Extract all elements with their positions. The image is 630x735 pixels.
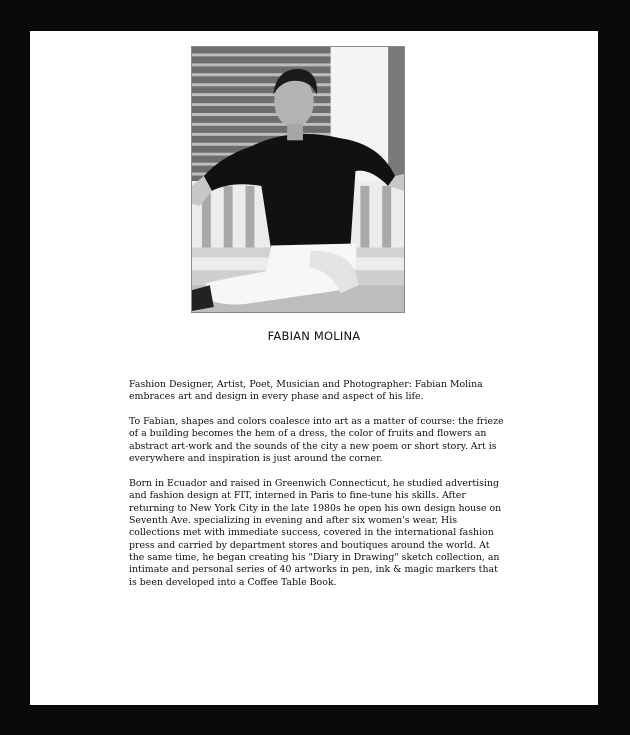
portrait-image [192, 47, 404, 312]
bio-paragraph: Fashion Designer, Artist, Poet, Musician and Photographer: Fabian Molina embraces art and design in every phase and aspect of his life. [129, 379, 483, 403]
person-name: FABIAN MOLINA [267, 329, 361, 343]
biography-text [129, 379, 504, 601]
bio-paragraph: To Fabian, shapes and colors coalesce into art as a matter of course: the frieze of a building becomes the hem of a dress, the color of fruits and flowers an abstract art-work and the sounds of the city a new poem or short story. Art is everywhere and inspiration is just around the corner. [129, 416, 504, 465]
bio-paragraph: Born in Ecuador and raised in Greenwich Connecticut, he studied advertising and fashion design at FIT, interned in Paris to fine-tune his skills. After returning to New York City in the late 1980s he open his own design house on Seventh Ave. specializing in evening and after six women's wear. His collections met with immediate success, covered in the international fashion press and carried by department stores and boutiques around the world. At the same time, he began creating his "Diary in Drawing" sketch collection, an intimate and personal series of 40 artworks in pen, ink & magic markers that is been developed into a Coffee Table Book. [129, 477, 502, 588]
bio-page [30, 31, 598, 705]
portrait-photo [191, 46, 405, 313]
